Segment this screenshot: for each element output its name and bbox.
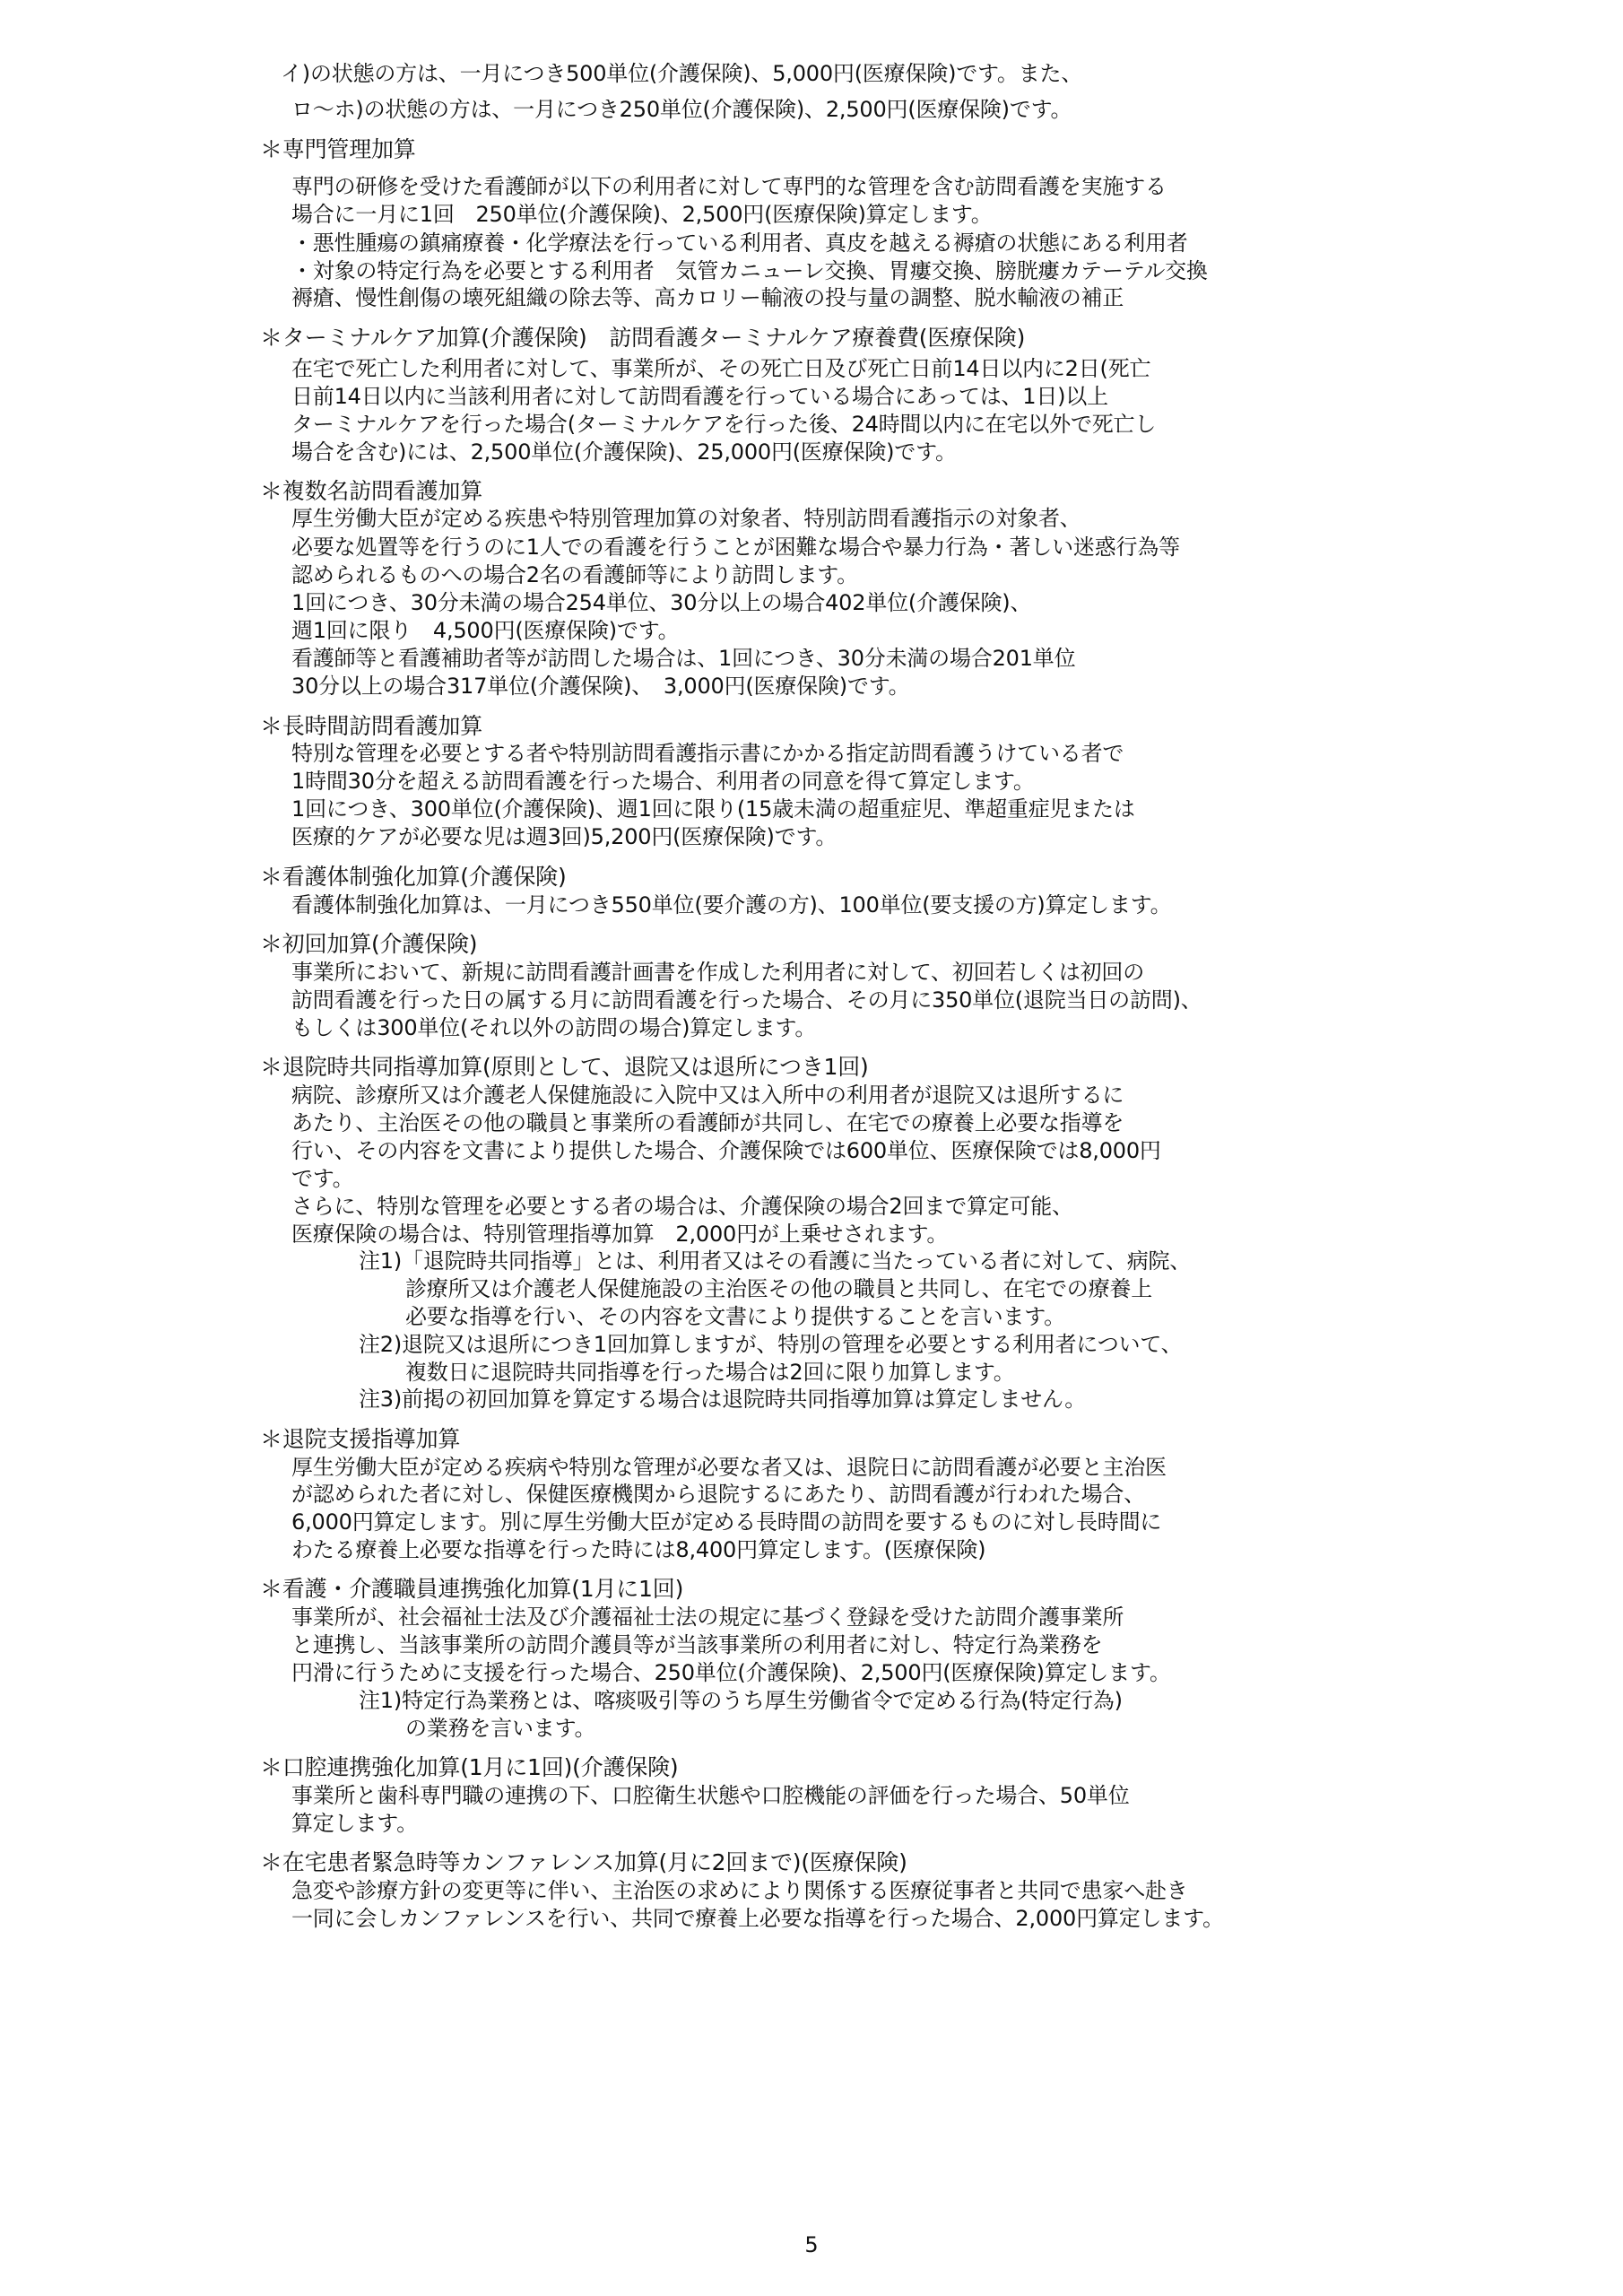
- note-line: 注1)特定行為業務とは、喀痰吸引等のうち厚生労働省令で定める行為(特定行為): [359, 1688, 1123, 1713]
- text-line: 1時間30分を超える訪問看護を行った場合、利用者の同意を得て算定します。: [291, 769, 1035, 794]
- section-heading: ＊口腔連携強化加算(1月に1回)(介護保険): [260, 1754, 679, 1780]
- text-line: です。: [291, 1166, 354, 1191]
- note-line: 注1)「退院時共同指導」とは、利用者又はその看護に当たっている者に対して、病院、: [359, 1248, 1192, 1274]
- text-line: 褥瘡、慢性創傷の壊死組織の除去等、高カロリー輸液の投与量の調整、脱水輸液の補正: [291, 285, 1124, 310]
- text-line: あたり、主治医その他の職員と事業所の看護師が共同し、在宅での療養上必要な指導を: [291, 1110, 1124, 1135]
- text-line: 30分以上の場合317単位(介護保険)、 3,000円(医療保険)です。: [291, 674, 910, 699]
- section-heading: ＊退院支援指導加算: [260, 1426, 461, 1452]
- text-line: 事業所と歯科専門職の連携の下、口腔衛生状態や口腔機能の評価を行った場合、50単位: [291, 1783, 1130, 1808]
- text-line: 一同に会しカンファレンスを行い、共同で療養上必要な指導を行った場合、2,000円算定します。: [291, 1906, 1224, 1931]
- text-line: 円滑に行うために支援を行った場合、250単位(介護保険)、2,500円(医療保険)算定します。: [291, 1660, 1171, 1685]
- note-line: 必要な指導を行い、その内容を文書により提供することを言います。: [405, 1304, 1065, 1329]
- text-line: 事業所が、社会福祉士法及び介護福祉士法の規定に基づく登録を受けた訪問介護事業所: [291, 1605, 1124, 1630]
- text-line: 病院、診療所又は介護老人保健施設に入院中又は入所中の利用者が退院又は退所するに: [291, 1083, 1124, 1108]
- text-line: 算定します。: [291, 1811, 418, 1836]
- note-line: の業務を言います。: [405, 1716, 596, 1741]
- section-heading: ＊複数名訪問看護加算: [260, 478, 483, 504]
- text-line: 日前14日以内に当該利用者に対して訪問看護を行っている場合にあっては、1日)以上: [291, 384, 1108, 409]
- section-heading: ＊専門管理加算: [260, 136, 416, 162]
- text-line: 1回につき、300単位(介護保険)、週1回に限り(15歳未満の超重症児、準超重症児または: [291, 796, 1135, 822]
- text-line: 専門の研修を受けた看護師が以下の利用者に対して専門的な管理を含む訪問看護を実施する: [291, 174, 1167, 199]
- text-line: わたる療養上必要な指導を行った時には8,400円算定します。(医療保険): [291, 1537, 986, 1562]
- page-number: 5: [804, 2232, 819, 2257]
- text-line: 必要な処置等を行うのに1人での看護を行うことが困難な場合や暴力行為・著しい迷惑行為等: [291, 535, 1180, 560]
- text-line: 認められるものへの場合2名の看護師等により訪問します。: [291, 562, 858, 587]
- text-line: 訪問看護を行った日の属する月に訪問看護を行った場合、その月に350単位(退院当日の訪問)、: [291, 987, 1202, 1013]
- text-line: 行い、その内容を文書により提供した場合、介護保険では600単位、医療保険では8,000円: [291, 1138, 1161, 1163]
- text-line: 週1回に限り 4,500円(医療保険)です。: [291, 618, 680, 643]
- note-line: 複数日に退院時共同指導を行った場合は2回に限り加算します。: [405, 1360, 1015, 1385]
- text-line: 場合を含む)には、2,500単位(介護保険)、25,000円(医療保険)です。: [291, 439, 957, 465]
- text-line: 急変や診療方針の変更等に伴い、主治医の求めにより関係する医療従事者と共同で患家へ赴き: [291, 1878, 1188, 1903]
- text-line: 6,000円算定します。別に厚生労働大臣が定める長時間の訪問を要するものに対し長時間に: [291, 1509, 1162, 1535]
- section-heading: ＊長時間訪問看護加算: [260, 713, 483, 739]
- text-line: イ)の状態の方は、一月につき500単位(介護保険)、5,000円(医療保険)です。また、: [281, 61, 1083, 86]
- text-line: 1回につき、30分未満の場合254単位、30分以上の場合402単位(介護保険)、: [291, 590, 1032, 615]
- text-line: ・悪性腫瘍の鎮痛療養・化学療法を行っている利用者、真皮を越える褥瘡の状態にある利用者: [291, 230, 1188, 256]
- text-line: 場合に一月に1回 250単位(介護保険)、2,500円(医療保険)算定します。: [291, 202, 993, 227]
- note-line: 注3)前掲の初回加算を算定する場合は退院時共同指導加算は算定しません。: [359, 1387, 1087, 1412]
- section-heading: ＊在宅患者緊急時等カンファレンス加算(月に2回まで)(医療保険): [260, 1849, 907, 1875]
- text-line: 事業所において、新規に訪問看護計画書を作成した利用者に対して、初回若しくは初回の: [291, 960, 1145, 985]
- note-line: 注2)退院又は退所につき1回加算しますが、特別の管理を必要とする利用者について、: [359, 1332, 1183, 1357]
- text-line: もしくは300単位(それ以外の訪問の場合)算定します。: [291, 1015, 817, 1040]
- text-line: 医療的ケアが必要な児は週3回)5,200円(医療保険)です。: [291, 824, 838, 849]
- text-line: が認められた者に対し、保健医療機関から退院するにあたり、訪問看護が行われた場合、: [291, 1482, 1145, 1507]
- section-heading: ＊初回加算(介護保険): [260, 931, 478, 957]
- section-heading: ＊看護体制強化加算(介護保険): [260, 864, 567, 890]
- text-line: 在宅で死亡した利用者に対して、事業所が、その死亡日及び死亡日前14日以内に2日(死亡: [291, 356, 1151, 381]
- text-line: 厚生労働大臣が定める疾病や特別な管理が必要な者又は、退院日に訪問看護が必要と主治医: [291, 1455, 1167, 1480]
- text-line: 看護体制強化加算は、一月につき550単位(要介護の方)、100単位(要支援の方)算定します。: [291, 892, 1172, 918]
- text-line: 特別な管理を必要とする者や特別訪問看護指示書にかかる指定訪問看護うけている者で: [291, 741, 1124, 766]
- text-line: さらに、特別な管理を必要とする者の場合は、介護保険の場合2回まで算定可能、: [291, 1194, 1073, 1219]
- text-line: と連携し、当該事業所の訪問介護員等が当該事業所の利用者に対し、特定行為業務を: [291, 1632, 1103, 1657]
- section-heading: ＊退院時共同指導加算(原則として、退院又は退所につき1回): [260, 1054, 869, 1080]
- text-line: ターミナルケアを行った場合(ターミナルケアを行った後、24時間以内に在宅以外で死亡し: [291, 412, 1157, 437]
- note-line: 診療所又は介護老人保健施設の主治医その他の職員と共同し、在宅での療養上: [405, 1276, 1152, 1301]
- text-line: 厚生労働大臣が定める疾患や特別管理加算の対象者、特別訪問看護指示の対象者、: [291, 506, 1081, 531]
- text-line: ・対象の特定行為を必要とする利用者 気管カニューレ交換、胃瘻交換、膀胱瘻カテーテル交換: [291, 258, 1208, 283]
- section-heading: ＊ターミナルケア加算(介護保険) 訪問看護ターミナルケア療養費(医療保険): [260, 325, 1026, 351]
- text-line: ロ～ホ)の状態の方は、一月につき250単位(介護保険)、2,500円(医療保険)です。: [291, 97, 1072, 122]
- text-line: 看護師等と看護補助者等が訪問した場合は、1回につき、30分未満の場合201単位: [291, 646, 1076, 671]
- text-line: 医療保険の場合は、特別管理指導加算 2,000円が上乗せされます。: [291, 1222, 949, 1247]
- section-heading: ＊看護・介護職員連携強化加算(1月に1回): [260, 1576, 684, 1602]
